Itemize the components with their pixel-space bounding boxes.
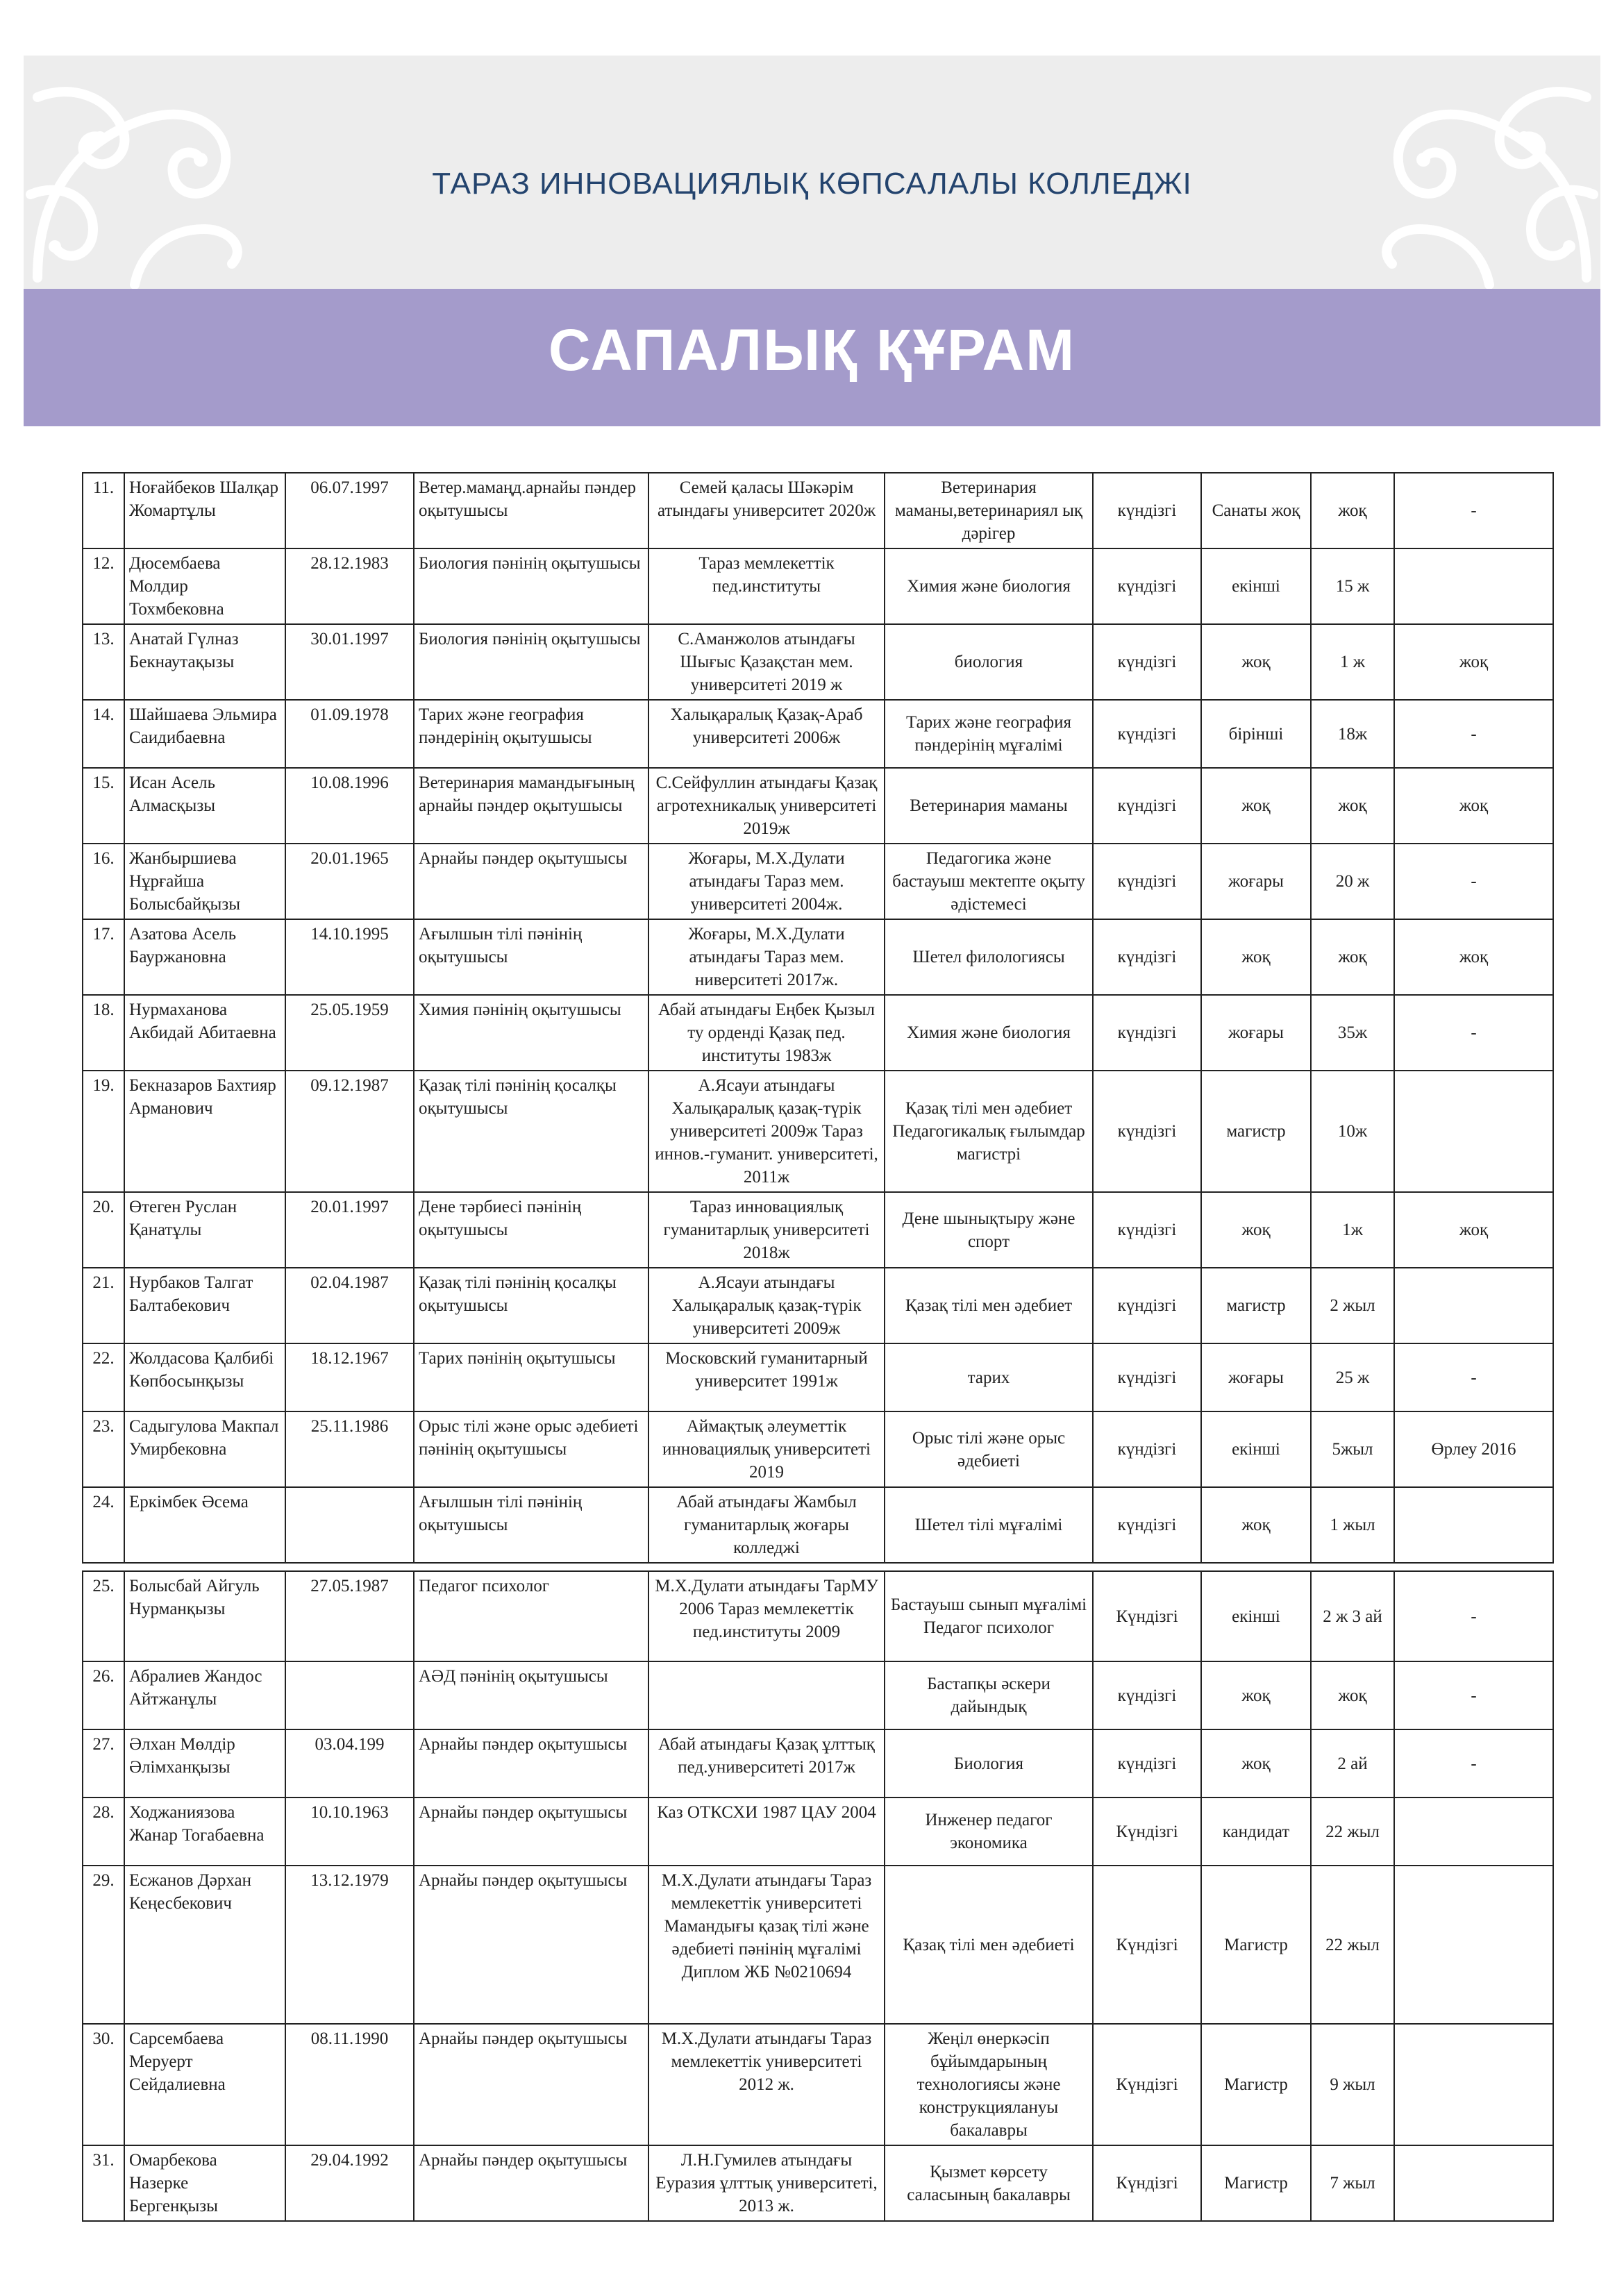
birth-date-cell: 25.05.1959 xyxy=(285,995,414,1071)
row-number-cell: 19. xyxy=(83,1071,124,1192)
experience-cell: 9 жыл xyxy=(1311,2024,1394,2145)
award-cell xyxy=(1394,1071,1553,1192)
position-cell: Қазақ тілі пәнінің қосалқы оқытушысы xyxy=(414,1268,648,1343)
experience-cell: 22 жыл xyxy=(1311,1866,1394,2024)
experience-cell: 2 жыл xyxy=(1311,1268,1394,1343)
category-cell: жоқ xyxy=(1201,1192,1311,1268)
table-row xyxy=(83,1411,1553,1487)
table-row xyxy=(83,1487,1553,1563)
experience-cell: жоқ xyxy=(1311,919,1394,995)
staff-name-cell: Нурбаков Талгат Балтабекович xyxy=(124,1268,285,1343)
education-cell: Халықаралық Қазақ-Араб университеті 2006ж xyxy=(648,700,885,768)
award-cell: - xyxy=(1394,844,1553,919)
education-cell: Абай атындағы Қазақ ұлттық пед.университеті 2017ж xyxy=(648,1729,885,1798)
table-row xyxy=(83,1661,1553,1729)
education-cell: М.Х.Дулати атындағы ТарМУ 2006 Тараз мемлекеттік пед.институты 2009 xyxy=(648,1571,885,1661)
category-cell: Магистр xyxy=(1201,2145,1311,2221)
table-row xyxy=(83,1729,1553,1798)
position-cell: Дене тәрбиесі пәнінің оқытушысы xyxy=(414,1192,648,1268)
award-cell: - xyxy=(1394,1729,1553,1798)
experience-cell: 25 ж xyxy=(1311,1343,1394,1411)
table-row xyxy=(83,1192,1553,1268)
birth-date-cell: 27.05.1987 xyxy=(285,1571,414,1661)
education-cell: М.Х.Дулати атындағы Тараз мемлекеттік университеті 2012 ж. xyxy=(648,2024,885,2145)
position-cell: Қазақ тілі пәнінің қосалқы оқытушысы xyxy=(414,1071,648,1192)
specialty-cell: Химия және биология xyxy=(885,548,1093,624)
award-cell: Өрлеу 2016 xyxy=(1394,1411,1553,1487)
staff-name-cell: Еркімбек Әсема xyxy=(124,1487,285,1563)
experience-cell: 7 жыл xyxy=(1311,2145,1394,2221)
table-row xyxy=(83,2145,1553,2221)
category-cell: жоқ xyxy=(1201,768,1311,844)
staff-name-cell: Сарсембаева Меруерт Сейдалиевна xyxy=(124,2024,285,2145)
position-cell: Биология пәнінің оқытушысы xyxy=(414,548,648,624)
experience-cell: 1ж xyxy=(1311,1192,1394,1268)
table-row xyxy=(83,1071,1553,1192)
row-number-cell: 29. xyxy=(83,1866,124,2024)
education-cell: А.Ясауи атындағы Халықаралық қазақ-түрік университеті 2009ж Тараз иннов.-гуманит. университеті, 2011ж xyxy=(648,1071,885,1192)
study-form-cell: күндізгі xyxy=(1093,700,1201,768)
position-cell: АӘД пәнінің оқытушысы xyxy=(414,1661,648,1729)
award-cell xyxy=(1394,1798,1553,1866)
study-form-cell: Күндізгі xyxy=(1093,1571,1201,1661)
study-form-cell: күндізгі xyxy=(1093,1343,1201,1411)
education-cell: С.Аманжолов атындағы Шығыс Қазақстан мем. университеті 2019 ж xyxy=(648,624,885,700)
education-cell: Московский гуманитарный университет 1991ж xyxy=(648,1343,885,1411)
birth-date-cell: 20.01.1965 xyxy=(285,844,414,919)
birth-date-cell: 08.11.1990 xyxy=(285,2024,414,2145)
row-number-cell: 11. xyxy=(83,473,124,548)
category-cell: жоғары xyxy=(1201,1343,1311,1411)
table-row xyxy=(83,919,1553,995)
education-cell: М.Х.Дулати атындағы Тараз мемлекеттік университеті Мамандығы қазақ тілі және әдебиеті пәнінің мұғалімі Диплом ЖБ №0210694 xyxy=(648,1866,885,2024)
row-number-cell: 28. xyxy=(83,1798,124,1866)
education-cell: Абай атындағы Жамбыл гуманитарлық жоғары колледжі xyxy=(648,1487,885,1563)
category-cell: жоқ xyxy=(1201,1729,1311,1798)
row-number-cell: 17. xyxy=(83,919,124,995)
experience-cell: 15 ж xyxy=(1311,548,1394,624)
specialty-cell: Бастауыш сынып мұғалімі Педагог психолог xyxy=(885,1571,1093,1661)
position-cell: Орыс тілі және орыс әдебиеті пәнінің оқытушысы xyxy=(414,1411,648,1487)
study-form-cell: күндізгі xyxy=(1093,768,1201,844)
award-cell xyxy=(1394,1487,1553,1563)
category-cell: бірінші xyxy=(1201,700,1311,768)
table-row xyxy=(83,548,1553,624)
position-cell: Педагог психолог xyxy=(414,1571,648,1661)
birth-date-cell: 01.09.1978 xyxy=(285,700,414,768)
staff-name-cell: Садыгулова Макпал Умирбековна xyxy=(124,1411,285,1487)
education-cell: Каз ОТКСХИ 1987 ЦАУ 2004 xyxy=(648,1798,885,1866)
staff-name-cell: Бекназаров Бахтияр Арманович xyxy=(124,1071,285,1192)
birth-date-cell: 18.12.1967 xyxy=(285,1343,414,1411)
study-form-cell: күндізгі xyxy=(1093,473,1201,548)
education-cell: Тараз инновациялық гуманитарлық университеті 2018ж xyxy=(648,1192,885,1268)
education-cell: Аймақтық әлеуметтік инновациялық университеті 2019 xyxy=(648,1411,885,1487)
specialty-cell: Биология xyxy=(885,1729,1093,1798)
specialty-cell: Қазақ тілі мен әдебиеті xyxy=(885,1866,1093,2024)
study-form-cell: Күндізгі xyxy=(1093,1866,1201,2024)
award-cell: жоқ xyxy=(1394,624,1553,700)
specialty-cell: биология xyxy=(885,624,1093,700)
position-cell: Биология пәнінің оқытушысы xyxy=(414,624,648,700)
position-cell: Арнайы пәндер оқытушысы xyxy=(414,1798,648,1866)
study-form-cell: күндізгі xyxy=(1093,1268,1201,1343)
award-cell: - xyxy=(1394,1343,1553,1411)
birth-date-cell: 28.12.1983 xyxy=(285,548,414,624)
staff-name-cell: Жанбыршиева Нұрғайша Болысбайқызы xyxy=(124,844,285,919)
category-cell: кандидат xyxy=(1201,1798,1311,1866)
education-cell: Абай атындағы Еңбек Қызыл ту орденді Қазақ пед. институты 1983ж xyxy=(648,995,885,1071)
category-cell: екінші xyxy=(1201,1411,1311,1487)
position-cell: Арнайы пәндер оқытушысы xyxy=(414,2024,648,2145)
table-row xyxy=(83,624,1553,700)
category-cell: магистр xyxy=(1201,1071,1311,1192)
study-form-cell: күндізгі xyxy=(1093,1729,1201,1798)
birth-date-cell: 09.12.1987 xyxy=(285,1071,414,1192)
position-cell: Ветеринария мамандығының арнайы пәндер оқытушысы xyxy=(414,768,648,844)
experience-cell: 22 жыл xyxy=(1311,1798,1394,1866)
specialty-cell: Шетел тілі мұғалімі xyxy=(885,1487,1093,1563)
row-number-cell: 26. xyxy=(83,1661,124,1729)
experience-cell: 20 ж xyxy=(1311,844,1394,919)
staff-name-cell: Азатова Асель Бауржановна xyxy=(124,919,285,995)
study-form-cell: күндізгі xyxy=(1093,1487,1201,1563)
staff-name-cell: Омарбекова Назерке Бергенқызы xyxy=(124,2145,285,2221)
staff-name-cell: Нурмаханова Акбидай Абитаевна xyxy=(124,995,285,1071)
category-cell: Магистр xyxy=(1201,2024,1311,2145)
birth-date-cell: 06.07.1997 xyxy=(285,473,414,548)
position-cell: Тарих пәнінің оқытушысы xyxy=(414,1343,648,1411)
education-cell: Тараз мемлекеттік пед.институты xyxy=(648,548,885,624)
specialty-cell: Орыс тілі және орыс әдебиеті xyxy=(885,1411,1093,1487)
specialty-cell: Тарих және география пәндерінің мұғалімі xyxy=(885,700,1093,768)
position-cell: Ағылшын тілі пәнінің оқытушысы xyxy=(414,1487,648,1563)
college-name: ТАРАЗ ИННОВАЦИЯЛЫҚ КӨПСАЛАЛЫ КОЛЛЕДЖІ xyxy=(432,167,1192,201)
birth-date-cell: 03.04.199 xyxy=(285,1729,414,1798)
position-cell: Арнайы пәндер оқытушысы xyxy=(414,1866,648,2024)
row-number-cell: 31. xyxy=(83,2145,124,2221)
study-form-cell: күндізгі xyxy=(1093,1192,1201,1268)
table-row xyxy=(83,1798,1553,1866)
staff-name-cell: Ходжаниязова Жанар Тогабаевна xyxy=(124,1798,285,1866)
category-cell: екінші xyxy=(1201,1571,1311,1661)
staff-name-cell: Анатай Гүлназ Бекнаутақызы xyxy=(124,624,285,700)
education-cell: А.Ясауи атындағы Халықаралық қазақ-түрік университеті 2009ж xyxy=(648,1268,885,1343)
birth-date-cell: 10.10.1963 xyxy=(285,1798,414,1866)
experience-cell: 5жыл xyxy=(1311,1411,1394,1487)
category-cell: екінші xyxy=(1201,548,1311,624)
row-number-cell: 22. xyxy=(83,1343,124,1411)
education-cell: Жоғары, М.Х.Дулати атындағы Тараз мем. ниверситеті 2017ж. xyxy=(648,919,885,995)
category-cell: магистр xyxy=(1201,1268,1311,1343)
birth-date-cell: 02.04.1987 xyxy=(285,1268,414,1343)
specialty-cell: Ветеринария маманы,ветеринариял ық дәрігер xyxy=(885,473,1093,548)
experience-cell: 1 ж xyxy=(1311,624,1394,700)
birth-date-cell: 25.11.1986 xyxy=(285,1411,414,1487)
row-number-cell: 13. xyxy=(83,624,124,700)
staff-name-cell: Дюсембаева Молдир Тохмбековна xyxy=(124,548,285,624)
award-cell xyxy=(1394,1866,1553,2024)
award-cell: - xyxy=(1394,1571,1553,1661)
education-cell: Л.Н.Гумилев атындағы Еуразия ұлттық университеті, 2013 ж. xyxy=(648,2145,885,2221)
study-form-cell: Күндізгі xyxy=(1093,1798,1201,1866)
table-row xyxy=(83,2024,1553,2145)
specialty-cell: Қазақ тілі мен әдебиет Педагогикалық ғылымдар магистрі xyxy=(885,1071,1093,1192)
study-form-cell: күндізгі xyxy=(1093,548,1201,624)
table-row xyxy=(83,1343,1553,1411)
table-row xyxy=(83,768,1553,844)
award-cell xyxy=(1394,2145,1553,2221)
row-number-cell: 23. xyxy=(83,1411,124,1487)
position-cell: Арнайы пәндер оқытушысы xyxy=(414,2145,648,2221)
award-cell xyxy=(1394,2024,1553,2145)
award-cell: - xyxy=(1394,1661,1553,1729)
birth-date-cell: 29.04.1992 xyxy=(285,2145,414,2221)
study-form-cell: күндізгі xyxy=(1093,1661,1201,1729)
birth-date-cell: 30.01.1997 xyxy=(285,624,414,700)
study-form-cell: Күндізгі xyxy=(1093,2024,1201,2145)
award-cell xyxy=(1394,1268,1553,1343)
category-cell: Санаты жоқ xyxy=(1201,473,1311,548)
category-cell: жоғары xyxy=(1201,995,1311,1071)
row-number-cell: 25. xyxy=(83,1571,124,1661)
birth-date-cell xyxy=(285,1661,414,1729)
position-cell: Арнайы пәндер оқытушысы xyxy=(414,844,648,919)
table-row xyxy=(83,1866,1553,2024)
category-cell: жоқ xyxy=(1201,624,1311,700)
table-row xyxy=(83,700,1553,768)
award-cell: - xyxy=(1394,995,1553,1071)
award-cell: жоқ xyxy=(1394,919,1553,995)
staff-name-cell: Исан Асель Алмасқызы xyxy=(124,768,285,844)
experience-cell: жоқ xyxy=(1311,473,1394,548)
award-cell xyxy=(1394,548,1553,624)
experience-cell: 1 жыл xyxy=(1311,1487,1394,1563)
position-cell: Ветер.мамаңд.арнайы пәндер оқытушысы xyxy=(414,473,648,548)
study-form-cell: Күндізгі xyxy=(1093,2145,1201,2221)
row-number-cell: 24. xyxy=(83,1487,124,1563)
specialty-cell: Химия және биология xyxy=(885,995,1093,1071)
study-form-cell: күндізгі xyxy=(1093,919,1201,995)
study-form-cell: күндізгі xyxy=(1093,1071,1201,1192)
specialty-cell: Қазақ тілі мен әдебиет xyxy=(885,1268,1093,1343)
row-number-cell: 16. xyxy=(83,844,124,919)
row-number-cell: 14. xyxy=(83,700,124,768)
category-cell: жоқ xyxy=(1201,1661,1311,1729)
position-cell: Тарих және география пәндерінің оқытушысы xyxy=(414,700,648,768)
experience-cell: жоқ xyxy=(1311,768,1394,844)
category-cell: жоқ xyxy=(1201,1487,1311,1563)
award-cell: - xyxy=(1394,473,1553,548)
staff-table-body xyxy=(83,473,1553,2221)
table-gap xyxy=(83,1563,1553,1571)
birth-date-cell: 10.08.1996 xyxy=(285,768,414,844)
specialty-cell: Шетел филологиясы xyxy=(885,919,1093,995)
position-cell: Арнайы пәндер оқытушысы xyxy=(414,1729,648,1798)
specialty-cell: Педагогика және бастауыш мектепте оқыту әдістемесі xyxy=(885,844,1093,919)
birth-date-cell xyxy=(285,1487,414,1563)
experience-cell: 35ж xyxy=(1311,995,1394,1071)
category-cell: жоғары xyxy=(1201,844,1311,919)
study-form-cell: күндізгі xyxy=(1093,995,1201,1071)
specialty-cell: Дене шынықтыру және спорт xyxy=(885,1192,1093,1268)
staff-name-cell: Ноғайбеков Шалқар Жомартұлы xyxy=(124,473,285,548)
education-cell: С.Сейфуллин атындағы Қазақ агротехникалық университеті 2019ж xyxy=(648,768,885,844)
table-row xyxy=(83,995,1553,1071)
staff-table xyxy=(82,472,1554,2222)
experience-cell: 10ж xyxy=(1311,1071,1394,1192)
specialty-cell: Инженер педагог экономика xyxy=(885,1798,1093,1866)
specialty-cell: тарих xyxy=(885,1343,1093,1411)
table-row xyxy=(83,1268,1553,1343)
birth-date-cell: 14.10.1995 xyxy=(285,919,414,995)
position-cell: Ағылшын тілі пәнінің оқытушысы xyxy=(414,919,648,995)
staff-name-cell: Өтеген Руслан Қанатұлы xyxy=(124,1192,285,1268)
row-number-cell: 21. xyxy=(83,1268,124,1343)
row-number-cell: 20. xyxy=(83,1192,124,1268)
title-band xyxy=(24,289,1600,426)
page-title: САПАЛЫҚ ҚҰРАМ xyxy=(548,317,1076,383)
education-cell: Семей қаласы Шәкәрім атындағы университет 2020ж xyxy=(648,473,885,548)
row-number-cell: 12. xyxy=(83,548,124,624)
staff-name-cell: Жолдасова Қалбибі Көпбосынқызы xyxy=(124,1343,285,1411)
study-form-cell: күндізгі xyxy=(1093,844,1201,919)
experience-cell: 2 ай xyxy=(1311,1729,1394,1798)
category-cell: жоқ xyxy=(1201,919,1311,995)
row-number-cell: 15. xyxy=(83,768,124,844)
staff-name-cell: Шайшаева Эльмира Саидибаевна xyxy=(124,700,285,768)
staff-name-cell: Есжанов Дәрхан Кеңесбекович xyxy=(124,1866,285,2024)
table-row xyxy=(83,1571,1553,1661)
table-row xyxy=(83,473,1553,548)
experience-cell: 18ж xyxy=(1311,700,1394,768)
education-cell: Жоғары, М.Х.Дулати атындағы Тараз мем. университеті 2004ж. xyxy=(648,844,885,919)
table-row xyxy=(83,844,1553,919)
experience-cell: 2 ж 3 ай xyxy=(1311,1571,1394,1661)
award-cell: жоқ xyxy=(1394,1192,1553,1268)
position-cell: Химия пәнінің оқытушысы xyxy=(414,995,648,1071)
row-number-cell: 18. xyxy=(83,995,124,1071)
staff-name-cell: Әлхан Мөлдір Әлімханқызы xyxy=(124,1729,285,1798)
staff-name-cell: Болысбай Айгуль Нурманқызы xyxy=(124,1571,285,1661)
specialty-cell: Ветеринария маманы xyxy=(885,768,1093,844)
birth-date-cell: 13.12.1979 xyxy=(285,1866,414,2024)
row-number-cell: 27. xyxy=(83,1729,124,1798)
birth-date-cell: 20.01.1997 xyxy=(285,1192,414,1268)
award-cell: жоқ xyxy=(1394,768,1553,844)
specialty-cell: Жеңіл өнеркәсіп бұйымдарының технологиясы және конструкциялануы бакалавры xyxy=(885,2024,1093,2145)
experience-cell: жоқ xyxy=(1311,1661,1394,1729)
study-form-cell: күндізгі xyxy=(1093,624,1201,700)
specialty-cell: Бастапқы әскери дайындық xyxy=(885,1661,1093,1729)
header-band xyxy=(24,56,1600,289)
staff-table-wrapper xyxy=(82,472,1552,2222)
row-number-cell: 30. xyxy=(83,2024,124,2145)
study-form-cell: күндізгі xyxy=(1093,1411,1201,1487)
category-cell: Магистр xyxy=(1201,1866,1311,2024)
education-cell xyxy=(648,1661,885,1729)
staff-name-cell: Абралиев Жандос Айтжанұлы xyxy=(124,1661,285,1729)
specialty-cell: Қызмет көрсету саласының бакалавры xyxy=(885,2145,1093,2221)
award-cell: - xyxy=(1394,700,1553,768)
